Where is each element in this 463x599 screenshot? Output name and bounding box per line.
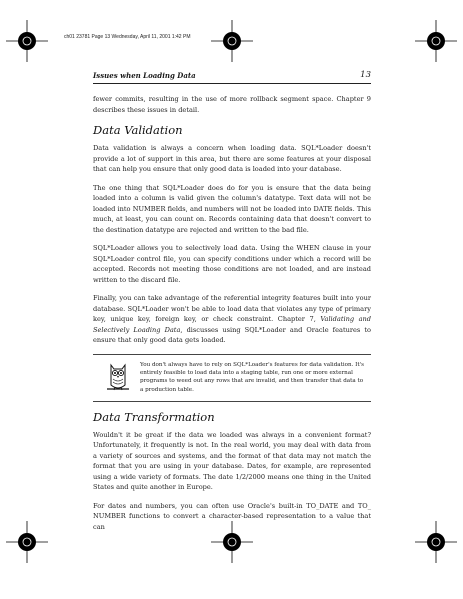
page-number: 13 bbox=[360, 70, 371, 80]
validation-paragraph-3: SQL*Loader allows you to selectively load data. Using the WHEN clause in your SQL*Loader control file, you can specify conditions under which a record will be accepted. Records not meeting those conditions are not loaded, and are instead written to the discard file. bbox=[93, 244, 371, 284]
print-slug: ch01 23781 Page 13 Wednesday, April 11, 2001 1:42 PM bbox=[64, 34, 191, 40]
section-heading-data-transformation: Data Transformation bbox=[93, 409, 215, 424]
running-header bbox=[93, 71, 371, 84]
tip-note bbox=[93, 354, 371, 402]
section-heading-data-validation: Data Validation bbox=[93, 123, 183, 137]
running-title: Issues when Loading Data bbox=[93, 71, 196, 80]
validation-paragraph-4 bbox=[93, 293, 371, 346]
tip-note-text: You don't always have to rely on SQL*Loader's features for data validation. It's entirely feasible to load data into a staging table, run one or more external programs to weed out any rows that are invalid, and then transfer that data to a production table. bbox=[140, 361, 365, 393]
registration-mark-top-center bbox=[211, 20, 253, 62]
registration-mark-top-right bbox=[415, 20, 457, 62]
chapter-title-reference: Validating and Selectively Loading Data bbox=[93, 315, 372, 334]
validation-paragraph-2: The one thing that SQL*Loader does do for you is ensure that the data being loaded into a column is valid given the column's datatype. Text data will not be loaded into NUMBER fields, and numbers will not be loaded into DATE fields. This much, at least, you can count on. Records containing data that doesn't convert to the destination datatype are rejected and written to the bad file. bbox=[93, 183, 371, 234]
transformation-paragraph-2: For dates and numbers, you can often use Oracle's built-in TO_DATE and TO_ NUMBER functions to convert a character-based representation to a value that can bbox=[93, 501, 371, 531]
registration-mark-top-left bbox=[6, 20, 48, 62]
validation-paragraph-1: Data validation is always a concern when loading data. SQL*Loader doesn't provide a lot of support in this area, but there are some features at your disposal that can help you ensure that only good data is loaded into your database. bbox=[93, 144, 371, 173]
transformation-paragraph-1: Wouldn't it be great if the data we loaded was always in a convenient format? Unfortunately, it frequently is not. In the real world, you may deal with data from a variety of sources and systems, and the format of that data may not match the format that you are using in your database. Dates, for example, are represented using a wide variety of formats. The date 1/2/2000 means one thing in the United States and quite another in Europe. bbox=[93, 430, 371, 491]
page-body bbox=[93, 94, 371, 540]
registration-mark-bottom-left bbox=[6, 521, 48, 563]
owl-icon bbox=[105, 361, 131, 393]
intro-paragraph: fewer commits, resulting in the use of more rollback segment space. Chapter 9 describes these issues in detail. bbox=[93, 95, 371, 114]
registration-mark-bottom-right bbox=[415, 521, 457, 563]
validation-paragraph-4-before: Finally, you can take advantage of the referential integrity features built into your database. SQL*Loader won't be able to load data that violates any type of primary key, unique key, foreign key, or check constraint. Chapter 7, bbox=[93, 294, 371, 323]
validation-paragraph-4-after: , discusses using SQL*Loader and Oracle features to ensure that only good data gets loaded. bbox=[93, 325, 371, 344]
